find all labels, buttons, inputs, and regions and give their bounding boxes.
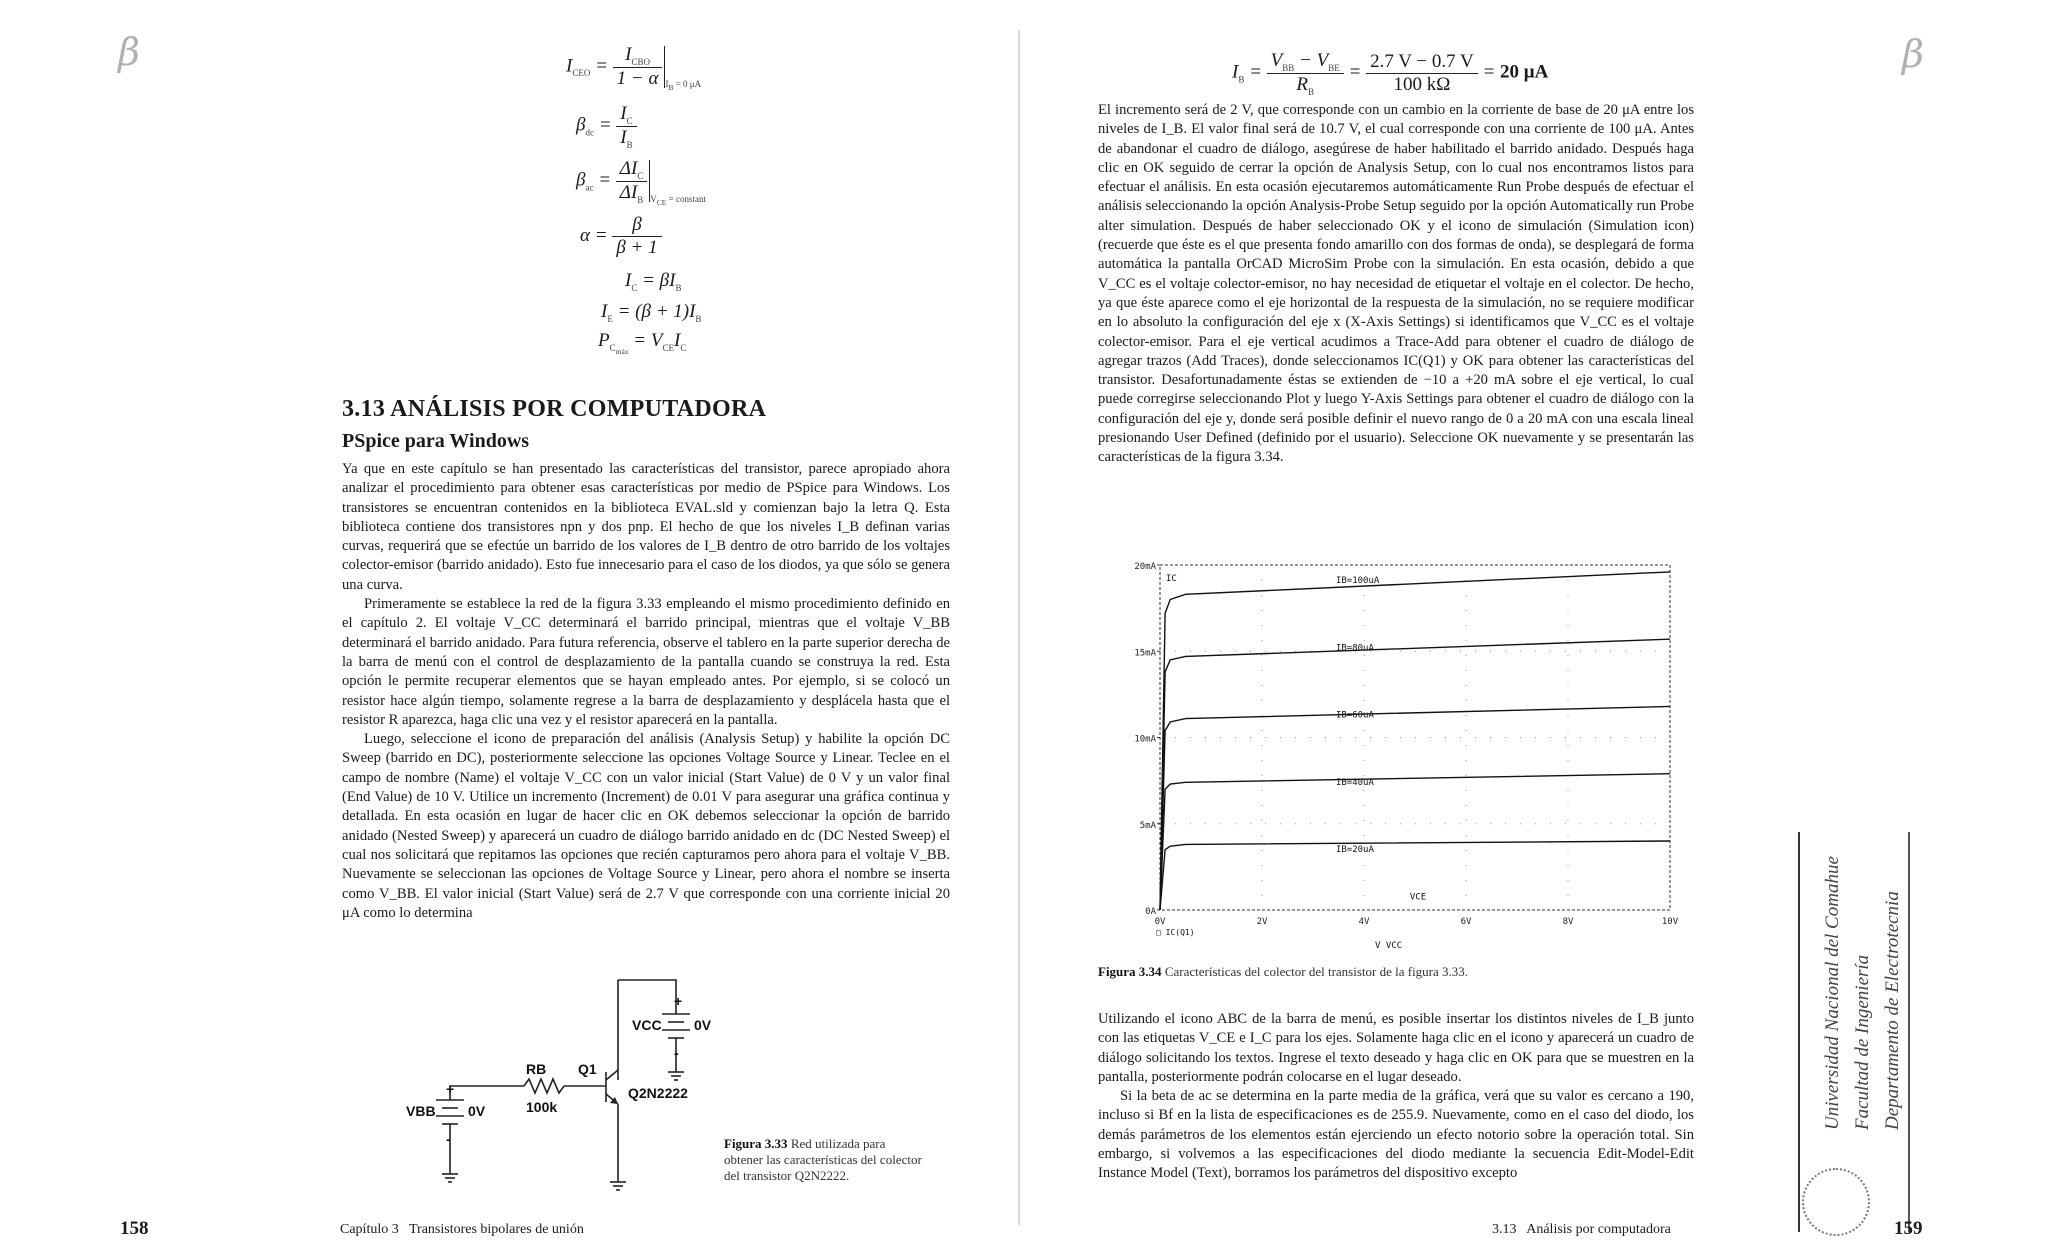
- x-tick-label: 10V: [1661, 917, 1679, 927]
- page-gutter: [1018, 30, 1020, 1225]
- q1-label: Q1: [578, 1061, 597, 1077]
- library-seal: [1802, 1168, 1870, 1236]
- x-axis-label: V VCC: [1375, 941, 1403, 951]
- page-number-right: 159: [1894, 1218, 1923, 1239]
- running-footer-left: Capítulo 3 Transistores bipolares de unión: [340, 1222, 584, 1237]
- left-paragraph-2: Primeramente se establece la red de la figura 3.33 empleando el mismo procedimiento definido en el capítulo 2. El voltaje V_CC determinará el barrido principal, mientras que el voltaje V_BB determinará el barrido anidado. Para futura referencia, observe el tablero en la parte superior derecha de la barra de menú con el control de desplazamiento de la pantalla cuando se construya la red. Esta opción le permite recuperar elementos que se hayan empleado antes. Por ejemplo, si se colocó un resistor hace algún tiempo, solamente regrese a la barra de desplazamiento y desplácela hasta que el resistor R aparezca, haga clic una vez y el resistor aparecerá en la pantalla.: [342, 596, 950, 728]
- x-tick-label: 4V: [1358, 917, 1370, 927]
- series-label-5: IB=20uA: [1335, 845, 1374, 856]
- left-body-text: [342, 460, 950, 923]
- figure-3-33-caption: Figura 3.33 Red utilizada para obtener las características del colector del transistor Q2N2222.: [724, 1136, 922, 1183]
- series-label-1: IB=100uA: [1335, 576, 1380, 587]
- figure-3-34-caption: Figura 3.34 Características del colector del transistor de la figura 3.33.: [1098, 964, 1469, 979]
- vcc-value: 0V: [694, 1017, 712, 1033]
- formula-iceo: $I_{CEO}$ = $\frac{I_{CBO}}{1 - \alpha}$ $_{I_B = 0 \mu A}$: [566, 44, 702, 93]
- y-tick-label: 0A: [1145, 907, 1156, 917]
- page-number-left: 158: [120, 1218, 149, 1239]
- svg-text:-: -: [446, 1131, 451, 1147]
- y-tick-label: 20mA: [1134, 562, 1156, 572]
- vbb-value: 0V: [468, 1103, 486, 1119]
- formula-pcmax: $P_{C_{máx}} = V_{CE}I_C$: [598, 330, 687, 356]
- formula-ic: $I_C = \beta I_B$: [625, 270, 682, 293]
- formula-ie: $I_E = (\beta + 1)I_B$: [601, 301, 702, 324]
- section-subheading: PSpice para Windows: [342, 430, 530, 452]
- svg-text:-: -: [674, 1045, 679, 1061]
- rb-value: 100k: [526, 1099, 558, 1115]
- x-tick-label: 0V: [1154, 917, 1166, 927]
- corner-mark-right: β: [1902, 32, 1924, 76]
- svg-text:+: +: [674, 993, 683, 1009]
- vbb-label: VBB: [406, 1103, 436, 1119]
- series-line-3: [1160, 706, 1670, 910]
- x-tick-label: 2V: [1256, 917, 1268, 927]
- series-line-1: [1160, 572, 1670, 910]
- running-footer-right: 3.13 Análisis por computadora: [1492, 1222, 1671, 1237]
- trace-legend: □ IC(Q1): [1156, 928, 1195, 937]
- y-tick-label: 10mA: [1134, 734, 1156, 745]
- x-tick-label: 8V: [1562, 917, 1574, 927]
- left-paragraph-3: Luego, seleccione el icono de preparación del análisis (Analysis Setup) y habilite la opción DC Sweep (barrido en DC), posteriormente seleccione las opciones Voltage Source y Linear. Teclee en el campo de nombre (Name) el voltaje V_CC con un valor inicial (Start Value) de 0 V y un valor final (End Value) de 10 V. Utilice un incremento (Increment) de 0.01 V para asegurar una gráfica continua y detallada. En esta ocasión en lugar de hacer clic en OK debemos seleccionar la opción de barrido anidado (Nested Sweep) y aparecerá un cuadro de diálogo barrido anidado en dc (DC Nested Sweep) el cual nos solicitará que repitamos las opciones que recién capturamos pero ahora para el voltaje V_BB. Nuevamente se seleccionan las opciones de Voltage Source y Linear, pero ahora el nombre se inserta como V_BB. El valor inicial (Start Value) será de 2.7 V que corresponde con una corriente inicial 20 μA como lo determina: [342, 731, 950, 921]
- svg-text:+: +: [446, 1081, 455, 1097]
- y-tick-label: 5mA: [1139, 820, 1156, 831]
- right-body-text: [1098, 101, 1694, 468]
- corner-mark-left: β: [118, 30, 140, 74]
- library-stamp-text: Universidad Nacional del Comahue Facultad de Ingeniería Departamento de Electrotecnia: [1822, 856, 1903, 1130]
- y-tick-label: 15mA: [1134, 648, 1156, 659]
- formula-alpha: α = $\frac{\beta}{\beta + 1}$: [580, 214, 662, 259]
- rb-label: RB: [526, 1061, 547, 1077]
- chart-figure-3-34: [1108, 555, 1688, 955]
- right-paragraph-1: El incremento será de 2 V, que corresponde con un cambio en la corriente de base de 20 μA entre los niveles de I_B. El valor final será de 10.7 V, el cual corresponde con una corriente de 100 μA. Antes de abandonar el cuadro de diálogo, asegúrese de haber habilitado el barrido anidado. Después haga clic en OK seguido de cerrar la opción de Analysis Setup, con lo cual nos encontramos listos para efectuar el análisis. En esta ocasión ejecutaremos automáticamente Run Probe después de efectuar el análisis seleccionando la opción Analysis-Probe Setup seguido por la opción Automatically run Probe alter simulation. Después de haber seleccionado OK y el icono de simulación (Simulation icon) (recuerde que éste es el que presenta fondo amarillo con dos formas de onda), se desplegará de forma automática la pantalla OrCAD MicroSim Probe con la simulación. En esta ocasión, debido a que V_CC es el voltaje colector-emisor, no hay necesidad de etiquetar el voltaje en el colector. De hecho, ya que éste aparece como el eje horizontal de la respuesta de la simulación, no se requiere modificar en lo absoluto la configuración del eje x (X-Axis Settings) si identificamos que V_CC es el voltaje colector-emisor. Para el eje vertical acudimos a Trace-Add para obtener el cuadro de diálogo de agregar trazos (Add Traces), donde seleccionamos IC(Q1) y OK para obtener las características del transistor. Desafortunadamente éstas se extienden de −10 a +20 mA sobre el eje vertical, lo cual puede corregirse seleccionando Plot y luego Y-Axis Settings para obtener el cuadro de diálogo con la configuración del eje y, donde será posible definir el nuevo rango de 0 a 20 mA con una escala lineal presionando User Defined (definido por el usuario). Seleccione OK nuevamente y se presentarán las características de la figura 3.34.: [1098, 102, 1694, 466]
- vcc-label: VCC: [632, 1017, 662, 1033]
- formula-beta-ac: $\beta_{ac}$ = $\frac{\Delta I_C}{\Delta I_B}$ $_{V_{CE} = constant}$: [576, 158, 706, 207]
- left-paragraph-1: Ya que en este capítulo se han presentado las características del transistor, parece apropiado ahora analizar el procedimiento para obtener esas características por medio de PSpice para Windows. Los transistores se encuentran contenidos en la biblioteca EVAL.sld y comienzan bajo la letra Q. Esta biblioteca contiene dos transistores npn y dos pnp. El hecho de que los niveles I_B definan varias curvas, requerirá que se efectúe un barrido de los valores de I_B dentro de otro barrido de los voltajes colector-emisor (barrido anidado). Esto fue innecesario para el caso de los diodos, ya que sólo se genera una curva.: [342, 461, 950, 593]
- series-label-3: IB=60uA: [1335, 710, 1374, 721]
- right-paragraph-3: Si la beta de ac se determina en la parte media de la gráfica, verá que su valor es cercano a 190, incluso si Bf en la lista de especificaciones es de 255.9. Nuevamente, como en el caso del diodo, los demás parámetros de los elementos están ejerciendo un efecto notorio sobre la operación total. Sin embargo, si volvemos a las especificaciones del diodo mediante la secuencia Edit-Model-Edit Instance Model (Text), borramos los parámetros del dispositivo excepto: [1098, 1088, 1694, 1182]
- vce-annotation: VCE: [1409, 892, 1427, 903]
- circuit-figure-3-33: [406, 962, 740, 1202]
- q-part-label: Q2N2222: [628, 1085, 688, 1101]
- right-paragraph-2: Utilizando el icono ABC de la barra de menú, es posible insertar los distintos niveles de I_B junto con las etiquetas V_CE e I_C para los ejes. Solamente haga clic en el icono y aparecerá un cuadro de diálogo solicitando los textos. Ingrese el texto deseado y haga clic en OK para que se muestren en la pantalla, posteriormente podrán colocarse en el lugar deseado.: [1098, 1011, 1694, 1085]
- x-tick-label: 6V: [1460, 917, 1472, 927]
- ic-annotation: IC: [1166, 574, 1177, 584]
- section-heading: 3.13 ANÁLISIS POR COMPUTADORA: [342, 396, 767, 422]
- formula-ib: $I_B$ = $\frac{V_{BB} - V_{BE}}{R_B}$ = $\frac{2.7 V - 0.7 V}{100 k\Omega}$ = 20 μA: [1232, 50, 1549, 97]
- right-body-text-2: [1098, 1010, 1694, 1184]
- series-label-2: IB=80uA: [1335, 643, 1374, 654]
- series-label-4: IB=40uA: [1335, 777, 1374, 788]
- formula-beta-dc: $\beta_{dc}$ = $\frac{I_C}{I_B}$: [576, 103, 637, 150]
